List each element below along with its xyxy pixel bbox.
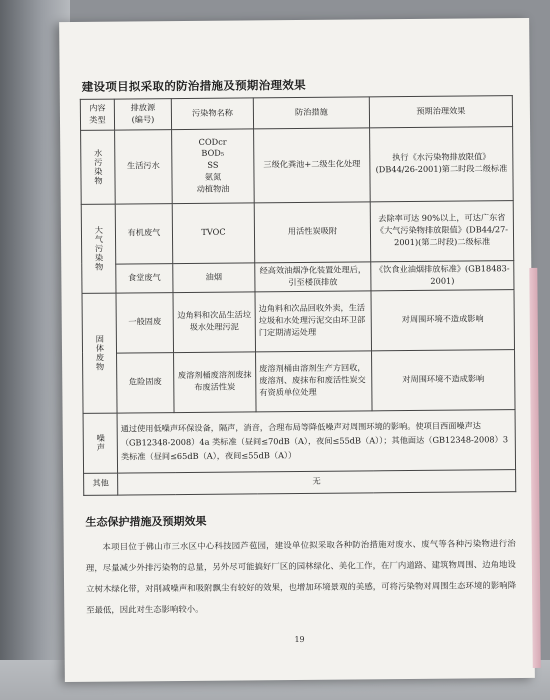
solid-hazardous-effect: 对周围环境不造成影响	[372, 349, 516, 410]
solid-hazardous-measure: 废溶剂桶由溶剂生产方回收，废溶剂、废抹布和废活性炭交有资质单位处理	[256, 350, 373, 411]
header-effect: 预期治理效果	[369, 96, 512, 128]
pollution-control-table	[80, 95, 516, 495]
solid-general-source: 一般固废	[116, 292, 174, 352]
document-page	[59, 18, 535, 682]
table-row-noise	[83, 409, 516, 473]
table-header-row	[80, 96, 512, 131]
page-number: 19	[294, 634, 305, 645]
table-row-water	[81, 126, 514, 204]
category-air: 大气污染物	[81, 204, 116, 293]
air-cafeteria-measure: 经高效油烟净化装置处理后，引至楼顶排放	[255, 262, 371, 292]
air-cafeteria-effect: 《饮食业油烟排放标准》(GB18483-2001)	[371, 260, 514, 290]
water-measure: 三级化粪池+二级生化处理	[254, 128, 371, 203]
category-water: 水污染物	[81, 130, 116, 204]
air-organic-pollutant: TVOC	[172, 203, 255, 264]
table-row-air-organic	[81, 200, 514, 264]
solid-general-pollutant: 边角料和次品生活垃圾水处理污泥	[173, 291, 256, 352]
water-source: 生活污水	[115, 129, 173, 203]
solid-hazardous-pollutant: 废溶剂桶废溶剂废抹布废活性炭	[174, 351, 257, 412]
solid-hazardous-source: 危险固废	[117, 352, 175, 412]
other-content: 无	[118, 469, 516, 494]
header-source: 排放源 (编号)	[114, 99, 171, 130]
table-row-solid-hazardous	[83, 349, 516, 413]
air-organic-measure: 用活性炭吸附	[254, 202, 371, 263]
air-cafeteria-pollutant: 油烟	[173, 263, 255, 292]
water-effect: 执行《水污染物排放限值》(DB44/26-2001)第二时段二级标准	[370, 126, 514, 201]
category-solid: 固体废物	[82, 293, 117, 413]
table-row-air-cafeteria	[82, 260, 514, 293]
category-noise: 噪声	[83, 413, 118, 473]
air-organic-source: 有机废气	[115, 203, 173, 263]
header-pollutant: 污染物名称	[171, 98, 253, 129]
eco-paragraph: 本项目位于佛山市三水区中心科技园芦苞园，建设单位拟采取各种防治措施对废水、废气等各种污染物进行治理，尽量减少外排污染物的总量，另外尽可能搞好厂区的园林绿化、美化工作，在厂内道路、建筑物周围、边角地设立树木绿化带，对削减噪声和吸附飘尘有较好的效果，也增加环境景观的美感，可将污染物对周围生态环境的影响降至最低，因此对生态影响较小。	[85, 538, 517, 615]
air-organic-effect: 去除率可达 90%以上，可达广东省《大气污染物排放限值》(DB44/27-2001)(第二时段)二级标准	[370, 200, 514, 261]
page-title: 建设项目拟采取的防治措施及预期治理效果	[81, 77, 306, 94]
water-pollutants: CODcr BOD₅ SS 氨氮 动植物油	[172, 129, 255, 204]
table-row-solid-general	[82, 289, 515, 353]
solid-general-effect: 对周围环境不造成影响	[371, 289, 515, 350]
page-edge-stack	[529, 268, 540, 668]
header-measure: 防治措施	[253, 97, 369, 129]
noise-content: 通过使用低噪声环保设备，隔声，消音，合理布局等降低噪声对周围环境的影响。使项目西面噪声达（GB12348-2008）4a 类标准（昼间≤70dB（A），夜间≤55dB（A））；其他面达（GB12348-2008）3 类标准（昼间≤65dB（A），夜间≤55dB（A））	[117, 409, 516, 472]
air-cafeteria-source: 食堂废气	[116, 263, 173, 292]
category-other: 其他	[84, 473, 118, 495]
solid-general-measure: 边角料和次品回收外卖，生活垃圾和水处理污泥交由环卫部门定期清运处理	[255, 290, 372, 351]
table-row-other	[84, 469, 516, 495]
eco-section-title: 生态保护措施及预期效果	[85, 514, 207, 529]
header-type: 内容 类型	[80, 99, 114, 130]
